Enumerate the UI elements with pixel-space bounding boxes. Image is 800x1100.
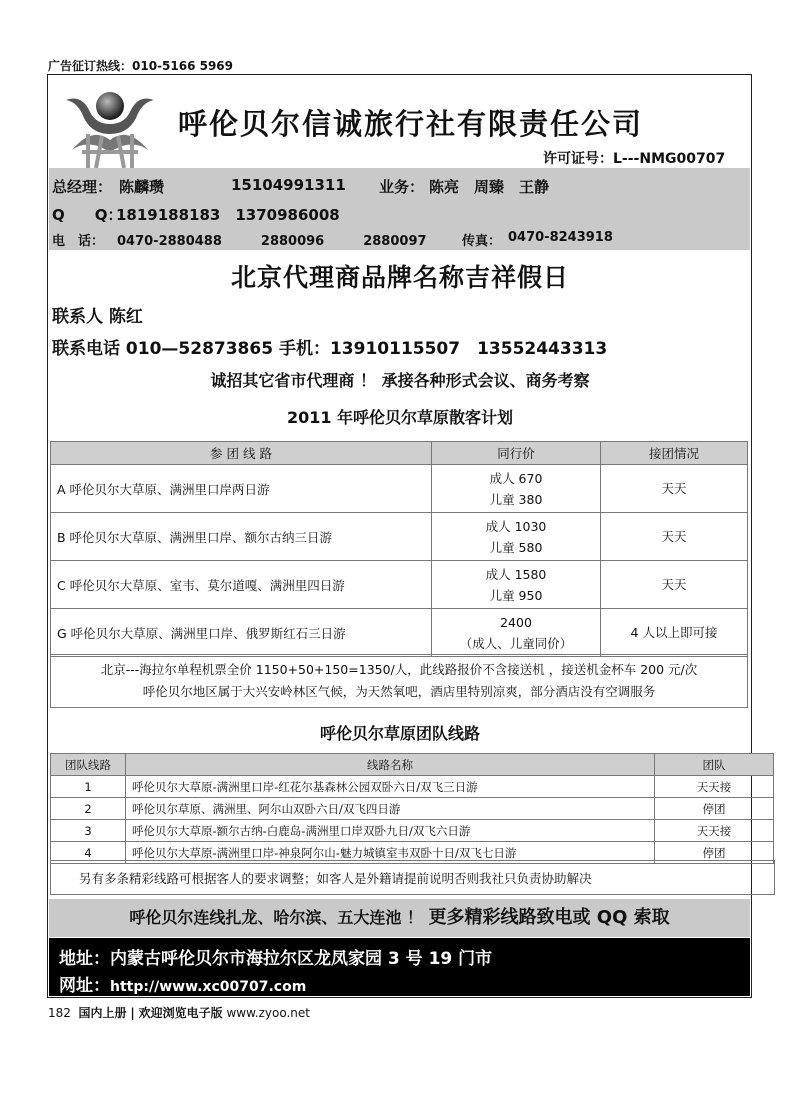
- agent-phone: 010—52873865: [125, 339, 274, 359]
- fax-label: 传真：: [462, 234, 502, 249]
- agent-mobile-label: 手机：: [278, 339, 330, 359]
- address-line: [59, 944, 492, 969]
- slogan-band: [49, 899, 750, 937]
- team-num-cell: 4: [51, 842, 126, 864]
- table-row: [51, 465, 748, 513]
- team-num-cell: 2: [51, 798, 126, 820]
- status-cell: 天天: [601, 513, 748, 561]
- team-table: [50, 753, 774, 864]
- team-group-cell: 停团: [655, 842, 774, 864]
- team-num-cell: 1: [51, 776, 126, 798]
- contact-name: 陈红: [108, 307, 143, 327]
- manager-name: 陈麟瓒: [119, 178, 165, 196]
- header-route: 参 团 线 路: [51, 442, 432, 465]
- team-table-header: [51, 754, 774, 776]
- price-line: （成人、儿童同价）: [459, 635, 573, 651]
- contact-label: 联系人: [52, 307, 103, 327]
- address-label: 地址：: [59, 949, 110, 969]
- team-group-cell: 天天接: [655, 820, 774, 842]
- team-line-cell: 呼伦贝尔大草原-额尔古纳-白鹿岛-满洲里口岸双卧九日/双飞六日游: [126, 820, 655, 842]
- price-line: 2400: [500, 614, 532, 630]
- license-number: 许可证号：L---NMG00707: [543, 151, 726, 167]
- price-line: 儿童 380: [489, 491, 543, 507]
- route-cell: C 呼伦贝尔大草原、室韦、莫尔道嘎、满洲里四日游: [51, 561, 432, 609]
- plan-note: [50, 654, 748, 708]
- header-status: 接团情况: [601, 442, 748, 465]
- header-team: 团队: [655, 754, 774, 776]
- team-group-cell: 天天接: [655, 776, 774, 798]
- page-footer: [48, 1004, 310, 1021]
- ad-hotline: 广告征订热线：010-5166 5969: [48, 59, 234, 73]
- page-number: 182: [48, 1006, 71, 1020]
- website-link[interactable]: http://www.xc00707.com: [110, 979, 307, 995]
- footer-section: 国内上册: [78, 1006, 127, 1020]
- agent-mobiles: 13910115507 13552443313: [329, 339, 608, 359]
- company-logo-icon: [62, 80, 158, 172]
- footer-site[interactable]: www.zyoo.net: [226, 1006, 310, 1020]
- price-line: 成人 670: [489, 470, 543, 486]
- plan-note-line: 北京---海拉尔单程机票全价 1150+50+150=1350/人，此线路报价不含接送机 ，接送机金杯车 200 元/次: [100, 662, 698, 677]
- status-cell: 天天: [601, 561, 748, 609]
- price-cell: [432, 561, 601, 609]
- route-cell: G 呼伦贝尔大草原、满洲里口岸、俄罗斯红石三日游: [51, 609, 432, 657]
- team-note: 另有多条精彩线路可根据客人的要求调整；如客人是外籍请提前说明否则我社只负责协助解决: [50, 860, 775, 895]
- header-team-route: 团队线路: [51, 754, 126, 776]
- recruit-text: 诚招其它省市代理商 ！ 承接各种形式会议、商务考察: [210, 371, 590, 390]
- table-row: [51, 513, 748, 561]
- header-line-name: 线路名称: [126, 754, 655, 776]
- price-cell: [432, 465, 601, 513]
- price-line: 成人 1580: [485, 566, 547, 582]
- team-line-cell: 呼伦贝尔草原、满洲里、阿尔山双卧六日/双飞四日游: [126, 798, 655, 820]
- company-name: 呼伦贝尔信诚旅行社有限责任公司: [178, 107, 644, 141]
- route-cell: B 呼伦贝尔大草原、满洲里口岸、额尔古纳三日游: [51, 513, 432, 561]
- qq-label: Q Q：: [52, 206, 123, 224]
- agent-phone-label: 联系电话: [52, 339, 120, 359]
- agent-title: 北京代理商品牌名称吉祥假日: [230, 263, 569, 292]
- company-info-band: [49, 168, 750, 250]
- team-group-cell: 停团: [655, 798, 774, 820]
- address-band: [49, 938, 750, 996]
- agent-phones: [52, 334, 607, 359]
- slogan-part1: 呼伦贝尔连线扎龙、哈尔滨、五大连池 ！: [129, 908, 423, 927]
- agent-contact: [52, 302, 143, 327]
- price-cell: [432, 513, 601, 561]
- manager-phone: 15104991311: [231, 176, 346, 194]
- plan-title: 2011 年呼伦贝尔草原散客计划: [286, 408, 514, 427]
- team-line-cell: 呼伦贝尔大草原-满洲里口岸-红花尔基森林公园双卧六日/双飞三日游: [126, 776, 655, 798]
- qq-values: 1819188183 1370986008: [116, 206, 340, 224]
- price-line: 儿童 950: [489, 587, 543, 603]
- price-cell: [432, 609, 601, 657]
- address-value: 内蒙古呼伦贝尔市海拉尔区龙凤家园 3 号 19 门市: [110, 949, 493, 969]
- table-row: [51, 609, 748, 657]
- table-row: [51, 776, 774, 798]
- manager-label: 总经理：: [52, 178, 113, 196]
- fax-number: 0470-8243918: [508, 230, 613, 245]
- header-price: 同行价: [432, 442, 601, 465]
- plan-table: [50, 441, 748, 657]
- table-row: [51, 561, 748, 609]
- table-row: [51, 798, 774, 820]
- phone-label: 电 话：: [52, 234, 105, 249]
- table-row: [51, 820, 774, 842]
- status-cell: 4 人以上即可接: [601, 609, 748, 657]
- team-line-cell: 呼伦贝尔大草原-满洲里口岸-神泉阿尔山-魅力城镇室韦双卧十日/双飞七日游: [126, 842, 655, 864]
- team-title: 呼伦贝尔草原团队线路: [319, 724, 480, 743]
- business-names: 陈亮 周臻 王静: [429, 178, 550, 196]
- footer-divider: |: [130, 1006, 135, 1020]
- price-line: 成人 1030: [485, 518, 547, 534]
- slogan-part2: 更多精彩线路致电或 QQ 索取: [428, 907, 670, 928]
- route-cell: A 呼伦贝尔大草原、满洲里口岸两日游: [51, 465, 432, 513]
- plan-table-header: [51, 442, 748, 465]
- company-phones: 0470-2880488 2880096 2880097: [117, 234, 427, 249]
- plan-note-line: 呼伦贝尔地区属于大兴安岭林区气候，为天然氧吧，酒店里特别凉爽，部分酒店没有空调服务: [142, 684, 656, 699]
- team-num-cell: 3: [51, 820, 126, 842]
- status-cell: 天天: [601, 465, 748, 513]
- website-label: 网址：: [59, 976, 110, 996]
- business-label: 业务：: [379, 178, 425, 196]
- footer-slogan: 欢迎浏览电子版: [138, 1006, 223, 1020]
- price-line: 儿童 580: [489, 539, 543, 555]
- website-line: [59, 971, 306, 996]
